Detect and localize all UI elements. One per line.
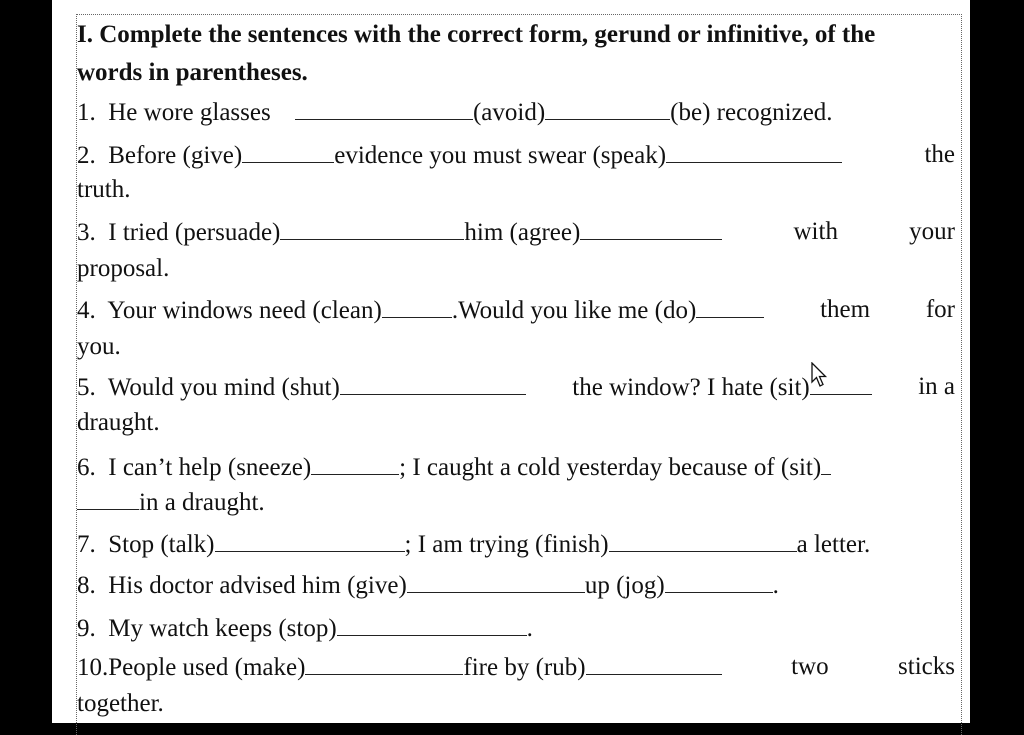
answer-blank[interactable] — [337, 613, 527, 636]
answer-blank[interactable] — [280, 217, 464, 240]
answer-blank[interactable] — [665, 570, 773, 593]
sentence-6-continued: in a draught. — [77, 487, 957, 518]
answer-blank[interactable] — [305, 652, 463, 675]
sentence-7: 7. Stop (talk) ; I am trying (finish) a letter. — [77, 531, 871, 558]
answer-blank[interactable] — [215, 529, 405, 552]
sentence-2-continued: truth. — [77, 176, 131, 203]
exercise-title-line2: words in parentheses. — [77, 59, 308, 86]
answer-blank[interactable] — [696, 295, 764, 318]
sentence-2: 2. Before (give) evidence you must swear (speak) the — [77, 141, 955, 169]
sentence-4-continued: you. — [77, 333, 121, 360]
sentence-10: 10.People used (make) fire by (rub) two sticks — [77, 653, 955, 681]
sentence-8: 8. His doctor advised him (give) up (jog) . — [77, 572, 779, 599]
answer-blank[interactable] — [382, 295, 452, 318]
answer-blank[interactable] — [242, 140, 334, 163]
exercise-title-line1: I. Complete the sentences with the correct form, gerund or infinitive, of the — [77, 21, 876, 48]
sentence-5: 5. Would you mind (shut) the window? I hate (sit) in a — [77, 373, 955, 401]
answer-blank[interactable] — [311, 452, 399, 475]
sentence-3-continued: proposal. — [77, 255, 170, 282]
answer-blank[interactable] — [821, 452, 831, 475]
answer-blank[interactable] — [609, 529, 797, 552]
mouse-cursor-icon — [810, 362, 828, 388]
answer-blank[interactable] — [545, 97, 670, 120]
sentence-6: 6. I can’t help (sneeze) ; I caught a cold yesterday because of (sit) — [77, 452, 957, 483]
answer-blank[interactable] — [77, 487, 139, 510]
sentence-1: 1. He wore glasses (avoid) (be) recognized. — [77, 99, 833, 126]
sentence-4: 4. Your windows need (clean) .Would you like me (do) them for — [77, 296, 955, 324]
sentence-5-continued: draught. — [77, 409, 160, 436]
answer-blank[interactable] — [407, 570, 585, 593]
sentence-3: 3. I tried (persuade) him (agree) with your — [77, 218, 955, 246]
answer-blank[interactable] — [580, 217, 722, 240]
sentence-10-continued: together. — [77, 690, 164, 717]
answer-blank[interactable] — [340, 372, 526, 395]
sentence-9: 9. My watch keeps (stop) . — [77, 615, 533, 642]
answer-blank[interactable] — [586, 652, 722, 675]
answer-blank[interactable] — [666, 140, 842, 163]
answer-blank[interactable] — [295, 97, 473, 120]
